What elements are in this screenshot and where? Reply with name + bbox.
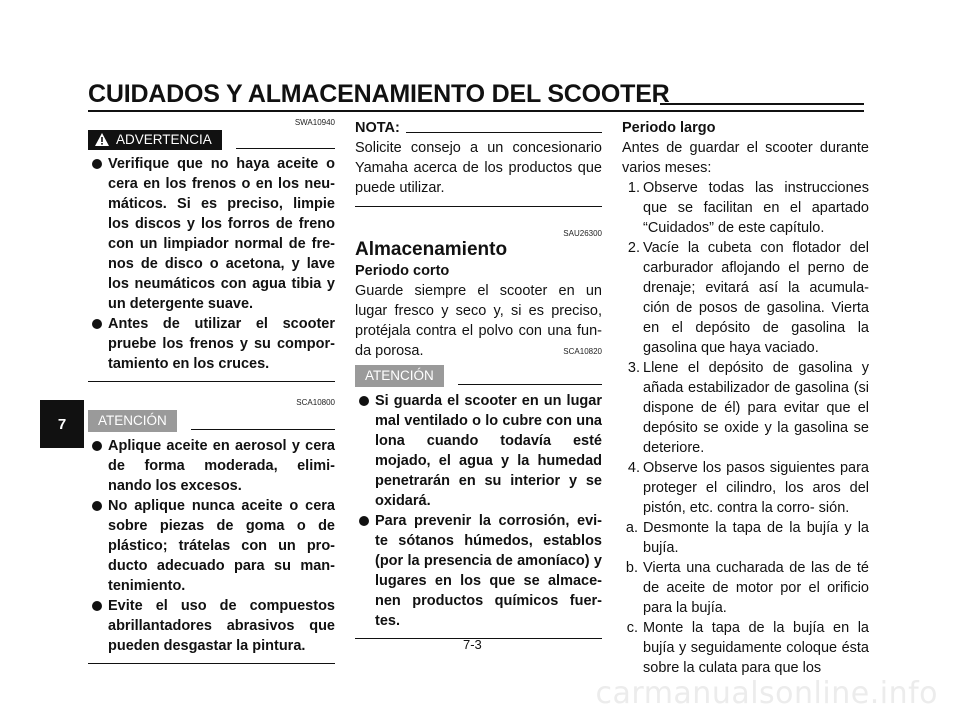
step-number: 4.	[627, 460, 640, 476]
section-title: Almacenamiento	[355, 239, 508, 260]
reference-code: SCA10820	[563, 347, 602, 356]
title-rule	[88, 110, 864, 112]
watermark: carmanualsonline.info	[595, 676, 938, 711]
reference-code: SAU26300	[563, 229, 602, 238]
list-item: Evite el uso de compuestos abrillantadores abrasivos que pueden desgastar la pintura.	[88, 596, 335, 656]
list-item: Verifique que no haya aceite o cera en los frenos o en los neu- máticos. Si es preciso, limpie los discos y los forros de freno con un limpiador normal de fre- nos de disco o acetona, y lave los neumáticos con agua tibia y un detergente suave.	[88, 154, 335, 314]
caution-header	[355, 365, 602, 387]
warning-label: ADVERTENCIA	[116, 132, 212, 147]
page-number: 7-3	[463, 637, 482, 652]
list-item	[622, 238, 869, 358]
note-header	[355, 118, 602, 138]
list-item: Aplique aceite en aerosol y cera de forma moderada, elimi- nando los excesos.	[88, 436, 335, 496]
list-item	[622, 518, 869, 558]
chapter-tab: 7	[40, 400, 84, 448]
note-text: Solicite consejo a un concesionario Yamaha acerca de los productos que puede utilizar.	[355, 140, 602, 196]
step-text: Vacíe la cubeta con flotador del carburador aflojando el perno de drenaje; evitará así la acumula- ción de posos de gasolina. Vierta en el depósito de gasolina la gasolina que haya vaciado.	[643, 240, 869, 356]
step-text: Observe todas las instrucciones que se facilitan en el apartado “Cuidados” de este capítulo.	[643, 180, 869, 236]
caution-list	[88, 436, 335, 656]
step-text: Llene el depósito de gasolina y añada estabilizador de gasolina (si dispone de él) para evitar que el depósito se oxide y la gasolina se deteriore.	[643, 360, 869, 456]
list-item	[622, 618, 869, 678]
note-label: NOTA:	[355, 120, 400, 136]
step-text: Monte la tapa de la bujía en la bujía y seguidamente coloque ésta sobre la culata para que los	[643, 620, 869, 676]
title-rule-accent	[660, 103, 864, 105]
short-storage-text: Guarde siempre el scooter en un lugar fresco y seco y, si es preciso, protéjala contra el polvo con una fun- da porosa.	[355, 283, 602, 359]
list-item	[622, 558, 869, 618]
step-number: 2.	[627, 240, 640, 256]
warning-header-line	[236, 148, 335, 149]
reference-code: SWA10940	[294, 118, 335, 127]
step-number: 1.	[627, 180, 640, 196]
warning-header	[88, 130, 335, 150]
step-text: Observe los pasos siguientes para proteger el cilindro, los aros del pistón, etc. contra la corro- sión.	[643, 460, 869, 516]
list-item	[622, 358, 869, 458]
warning-triangle-icon	[94, 132, 110, 147]
caution-badge: ATENCIÓN	[88, 410, 177, 432]
long-storage-intro: Antes de guardar el scooter durante varios meses:	[622, 140, 869, 176]
right-column	[622, 118, 869, 678]
steps-list	[622, 178, 869, 678]
middle-column	[355, 118, 602, 639]
list-item: Si guarda el scooter en un lugar mal ventilado o lo cubre con una lona cuando todavía esté mojado, el agua y la humedad penetrarán en su interior y se oxidará.	[355, 391, 602, 511]
caution-header-line	[458, 384, 602, 385]
subsection-title: Periodo corto	[355, 263, 450, 279]
caution-header-line	[191, 429, 335, 430]
list-item: Antes de utilizar el scooter pruebe los frenos y su compor- tamiento en los cruces.	[88, 314, 335, 374]
step-text: Desmonte la tapa de la bujía y la bujía.	[643, 520, 869, 556]
step-text: Vierta una cucharada de las de té de aceite de motor por el orificio para la bujía.	[643, 560, 869, 616]
warning-badge	[88, 130, 222, 150]
step-letter: a.	[625, 520, 638, 536]
left-column	[88, 118, 335, 664]
list-item: Para prevenir la corrosión, evi- te sótanos húmedos, establos (por la presencia de amoníaco) y lugares en los que se almace- nen productos químicos fuer- tes.	[355, 511, 602, 631]
step-letter: c.	[626, 620, 638, 636]
step-letter: b.	[625, 560, 638, 576]
list-item	[622, 458, 869, 518]
note-header-line	[406, 132, 602, 133]
caution-header	[88, 410, 335, 432]
subsection-title: Periodo largo	[622, 120, 716, 136]
reference-code: SCA10800	[296, 398, 335, 407]
warning-list	[88, 154, 335, 374]
page-title: CUIDADOS Y ALMACENAMIENTO DEL SCOOTER	[88, 80, 670, 108]
list-item	[622, 178, 869, 238]
caution-end-rule	[88, 663, 335, 664]
caution-badge: ATENCIÓN	[355, 365, 444, 387]
step-number: 3.	[627, 360, 640, 376]
caution-list	[355, 391, 602, 631]
list-item: No aplique nunca aceite o cera sobre piezas de goma o de plástico; trátelas con un pro- ducto adecuado para su man- tenimiento.	[88, 496, 335, 596]
